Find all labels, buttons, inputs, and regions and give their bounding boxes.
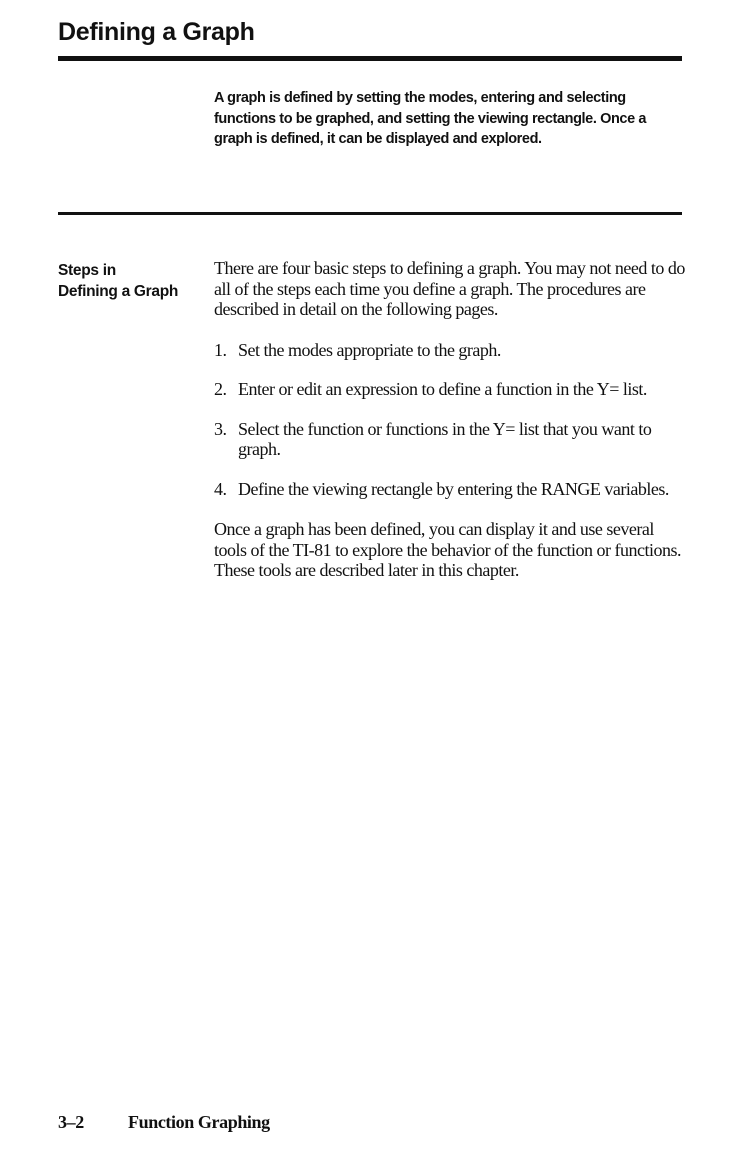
page-number: 3–2 <box>58 1112 84 1132</box>
title-divider <box>58 56 682 61</box>
intro-paragraph: There are four basic steps to defining a graph. You may not need to do all of the steps each time you define a graph. The procedures are described in detail on the following pages. <box>214 258 685 319</box>
page-footer <box>58 1112 270 1133</box>
closing-paragraph: Once a graph has been defined, you can display it and use several tools of the TI-81 to explore the behavior of the function or functions. These tools are described later in this chapter. <box>214 519 682 580</box>
step-text: Enter or edit an expression to define a function in the Y= list. <box>238 379 647 399</box>
section-divider <box>58 212 682 215</box>
step-number: 3. <box>214 418 227 439</box>
section-heading <box>58 260 178 302</box>
step-number: 2. <box>214 379 227 399</box>
step-number: 1. <box>214 339 227 360</box>
list-item <box>214 479 686 500</box>
list-item <box>214 379 686 400</box>
step-text: Set the modes appropriate to the graph. <box>238 339 501 360</box>
page-title: Defining a Graph <box>58 18 255 46</box>
chapter-title: Function Graphing <box>128 1112 270 1132</box>
section-heading-line-1: Steps in <box>58 262 116 279</box>
steps-list <box>214 340 686 500</box>
list-item <box>214 419 686 460</box>
step-number: 4. <box>214 478 227 499</box>
step-text: Select the function or functions in the Y= list that you want to graph. <box>238 418 652 459</box>
intro-summary: A graph is defined by setting the modes, entering and selecting functions to be graphed, and setting the viewing rectangle. Once a graph is defined, it can be displayed and explored. <box>214 90 647 147</box>
section-body <box>214 258 686 601</box>
list-item <box>214 340 686 361</box>
step-text: Define the viewing rectangle by entering the RANGE variables. <box>238 478 669 499</box>
section-heading-line-2: Defining a Graph <box>58 283 179 300</box>
